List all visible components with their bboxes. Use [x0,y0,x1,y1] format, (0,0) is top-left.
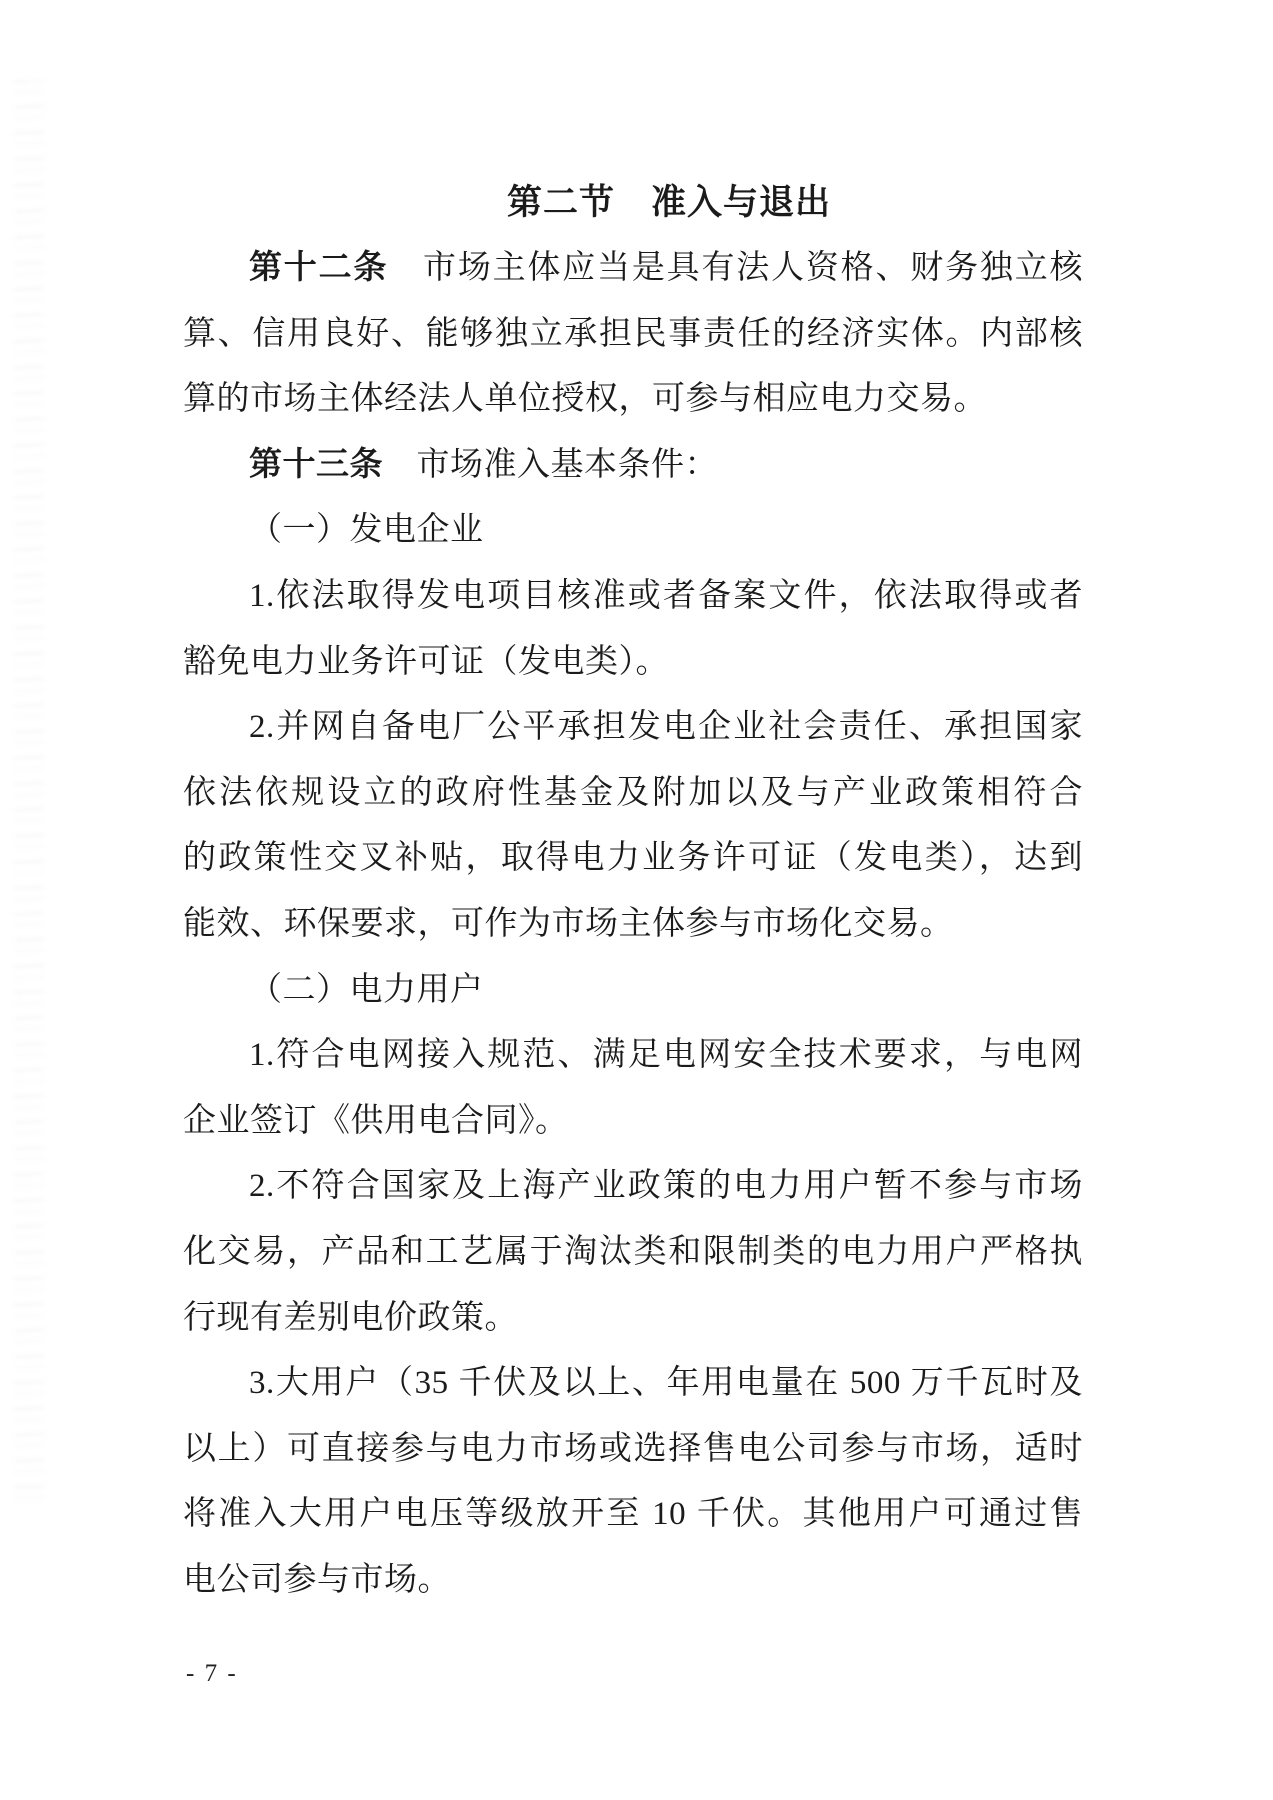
text-line: （二）电力用户 [249,971,484,1008]
text-line: 第十二条 市场主体应当是具有法人资格、财务独立核 [249,250,1084,286]
scan-artifact [14,80,44,1510]
text-line: 将准入大用户电压等级放开至 10 千伏。其他用户可通过售 [183,1496,1083,1533]
document-content [183,170,1083,1613]
text-line: 1.依法取得发电项目核准或者备案文件，依法取得或者 [249,577,1083,614]
text-line: 行现有差别电价政策。 [183,1299,518,1336]
text-line: 化交易，产品和工艺属于淘汰类和限制类的电力用户严格执 [183,1233,1083,1270]
text-line: 能效、环保要求，可作为市场主体参与市场化交易。 [183,905,954,942]
text-line: 算的市场主体经法人单位授权，可参与相应电力交易。 [183,381,987,418]
section-title: 第二节 准入与退出 [506,183,831,222]
text-line: 3.大用户（35 千伏及以上、年用电量在 500 万千瓦时及 [249,1365,1083,1402]
text-line: 第十三条 市场准入基本条件： [249,446,718,483]
article-number: 第十三条 [249,446,383,483]
text-line: 依法依规设立的政府性基金及附加以及与产业政策相符合 [183,774,1083,811]
text-line: 以上）可直接参与电力市场或选择售电公司参与市场，适时 [183,1430,1083,1467]
text-line: （一）发电企业 [249,512,484,549]
text-line: 企业签订《供用电合同》。 [183,1102,569,1139]
text-line: 1.符合电网接入规范、满足电网安全技术要求，与电网 [249,1037,1083,1074]
text-line: 2.并网自备电厂公平承担发电企业社会责任、承担国家 [249,709,1083,746]
text-line: 2.不符合国家及上海产业政策的电力用户暂不参与市场 [249,1168,1083,1205]
page-number: - 7 - [186,1660,238,1687]
document-body [183,236,1083,1613]
text-line: 电公司参与市场。 [183,1561,451,1598]
text-line: 豁免电力业务许可证（发电类）。 [183,643,669,680]
text-line: 算、信用良好、能够独立承担民事责任的经济实体。内部核 [183,315,1083,352]
article-number: 第十二条 [249,250,389,286]
text-line: 的政策性交叉补贴，取得电力业务许可证（发电类），达到 [183,840,1083,877]
